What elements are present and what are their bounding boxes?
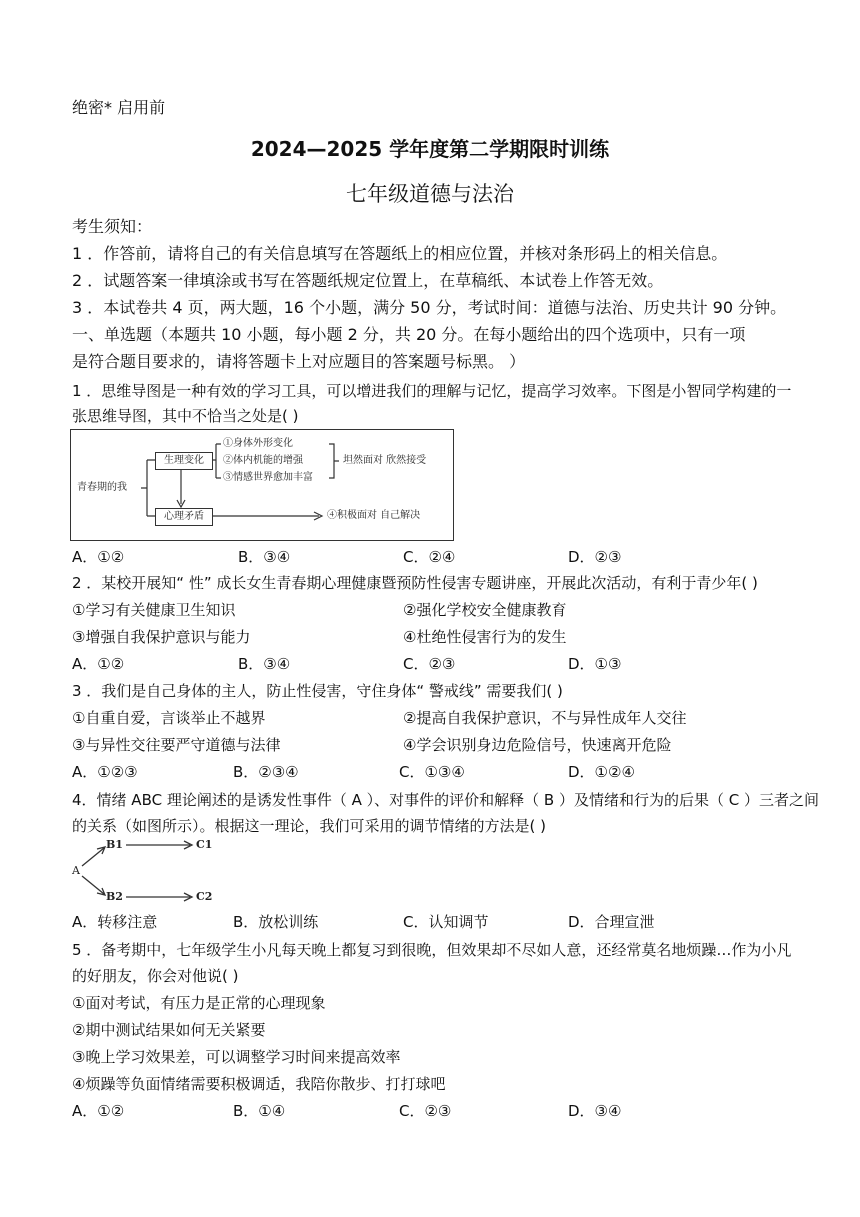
notice-item: 2 ．试题答案一律填涂或书写在答题纸规定位置上，在草稿纸、本试卷上作答无效。: [72, 271, 664, 290]
notice-item: 3 ．本试卷共 4 页，两大题，16 个小题，满分 50 分，考试时间：道德与法治、历史共计 90 分钟。: [72, 298, 787, 317]
option-d: D．②③: [568, 548, 622, 566]
choice-3: ③晚上学习效果差，可以调整学习时间来提高效率: [72, 1048, 401, 1066]
mind-map-node-psych: [155, 508, 213, 526]
option-c: C．认知调节: [403, 913, 489, 931]
choice-4: ④烦躁等负面情绪需要积极调适，我陪你散步、打打球吧: [72, 1075, 446, 1093]
question-1-stem: 1 ．思维导图是一种有效的学习工具，可以增进我们的理解与记忆，提高学习效率。下图是小智同学构建的一: [72, 382, 792, 400]
option-b: B．放松训练: [233, 913, 319, 931]
option-d: D．①③: [568, 655, 622, 673]
option-b: B．③④: [238, 548, 291, 566]
question-4-stem-cont: 的关系（如图所示）。根据这一理论，我们可采用的调节情绪的方法是( ): [72, 817, 546, 835]
option-b: B．②③④: [233, 763, 299, 781]
question-1-stem-cont: 张思维导图，其中不恰当之处是( ): [72, 407, 299, 425]
option-c: C．②③: [399, 1102, 452, 1120]
choice-1: ①自重自爱，言谈举止不越界: [72, 709, 266, 727]
choice-4: ④杜绝性侵害行为的发生: [403, 628, 567, 646]
option-b: B．①④: [233, 1102, 286, 1120]
mind-map-item: ①身体外形变化: [223, 438, 293, 449]
option-a: A．①②: [72, 1102, 125, 1120]
choice-1: ①学习有关健康卫生知识: [72, 601, 236, 619]
mind-map-diagram: [70, 429, 454, 541]
option-a: A．①②: [72, 655, 125, 673]
option-d: D．③④: [568, 1102, 622, 1120]
mind-map-node-physical: [155, 452, 213, 470]
notice-item: 1 ．作答前，请将自己的有关信息填写在答题纸上的相应位置，并核对条形码上的相关信息。: [72, 244, 728, 263]
choice-3: ③增强自我保护意识与能力: [72, 628, 251, 646]
choice-2: ②期中测试结果如何无关紧要: [72, 1021, 266, 1039]
notice-heading: 考生须知：: [72, 217, 153, 236]
mind-map-item: ②体内机能的增强: [223, 455, 303, 466]
question-4-stem: 4．情绪 ABC 理论阐述的是诱发性事件（ A ）、对事件的评价和解释（ B ）及情绪和行为的后果（ C ）三者之间: [72, 791, 819, 809]
section-heading: 一、单选题（本题共 10 小题，每小题 2 分，共 20 分。在每小题给出的四个选项中，只有一项: [72, 325, 746, 344]
mind-map-right-top: 坦然面对 欣然接受: [343, 455, 427, 466]
question-5-stem-cont: 的好朋友，你会对他说( ): [72, 967, 239, 985]
question-5-stem: 5 ．备考期中，七年级学生小凡每天晚上都复习到很晚，但效果却不尽如人意，还经常莫名地烦躁…作为小凡: [72, 941, 792, 959]
abc-node-c2: C2: [196, 890, 213, 903]
choice-2: ②强化学校安全健康教育: [403, 601, 567, 619]
option-d: D．①②④: [568, 763, 635, 781]
mind-map-item: ③情感世界愈加丰富: [223, 472, 313, 483]
question-3-stem: 3 ．我们是自己身体的主人，防止性侵害，守住身体“ 警戒线” 需要我们( ): [72, 682, 563, 700]
abc-node-c1: C1: [196, 838, 213, 851]
mind-map-node-physical-label: 生理变化: [164, 455, 204, 466]
option-a: A．转移注意: [72, 913, 158, 931]
confidential-label: 绝密* 启用前: [72, 98, 166, 117]
option-c: C．②④: [403, 548, 456, 566]
choice-2: ②提高自我保护意识，不与异性成年人交往: [403, 709, 687, 727]
option-a: A．①②③: [72, 763, 138, 781]
mind-map-node-psych-label: 心理矛盾: [164, 511, 204, 522]
abc-node-b1: B1: [106, 838, 123, 851]
option-d: D．合理宣泄: [568, 913, 655, 931]
exam-title: 2024—2025 学年度第二学期限时训练: [250, 137, 610, 161]
option-b: B．③④: [238, 655, 291, 673]
abc-node-b2: B2: [106, 890, 123, 903]
mind-map-root: 青春期的我: [77, 482, 127, 493]
choice-3: ③与异性交往要严守道德与法律: [72, 736, 281, 754]
option-a: A．①②: [72, 548, 125, 566]
section-heading-cont: 是符合题目要求的，请将答题卡上对应题目的答案题号标黑。 ）: [72, 352, 526, 371]
mind-map-right-bottom: ④积极面对 自己解决: [327, 510, 421, 521]
option-c: C．①③④: [399, 763, 465, 781]
choice-1: ①面对考试，有压力是正常的心理现象: [72, 994, 326, 1012]
abc-node-a: A: [72, 864, 80, 877]
question-2-stem: 2 ．某校开展知“ 性” 成长女生青春期心理健康暨预防性侵害专题讲座，开展此次活动，有利于青少年( ): [72, 574, 758, 592]
option-c: C．②③: [403, 655, 456, 673]
choice-4: ④学会识别身边危险信号，快速离开危险: [403, 736, 672, 754]
abc-diagram: [70, 836, 230, 906]
exam-subtitle: 七年级道德与法治: [346, 182, 514, 206]
